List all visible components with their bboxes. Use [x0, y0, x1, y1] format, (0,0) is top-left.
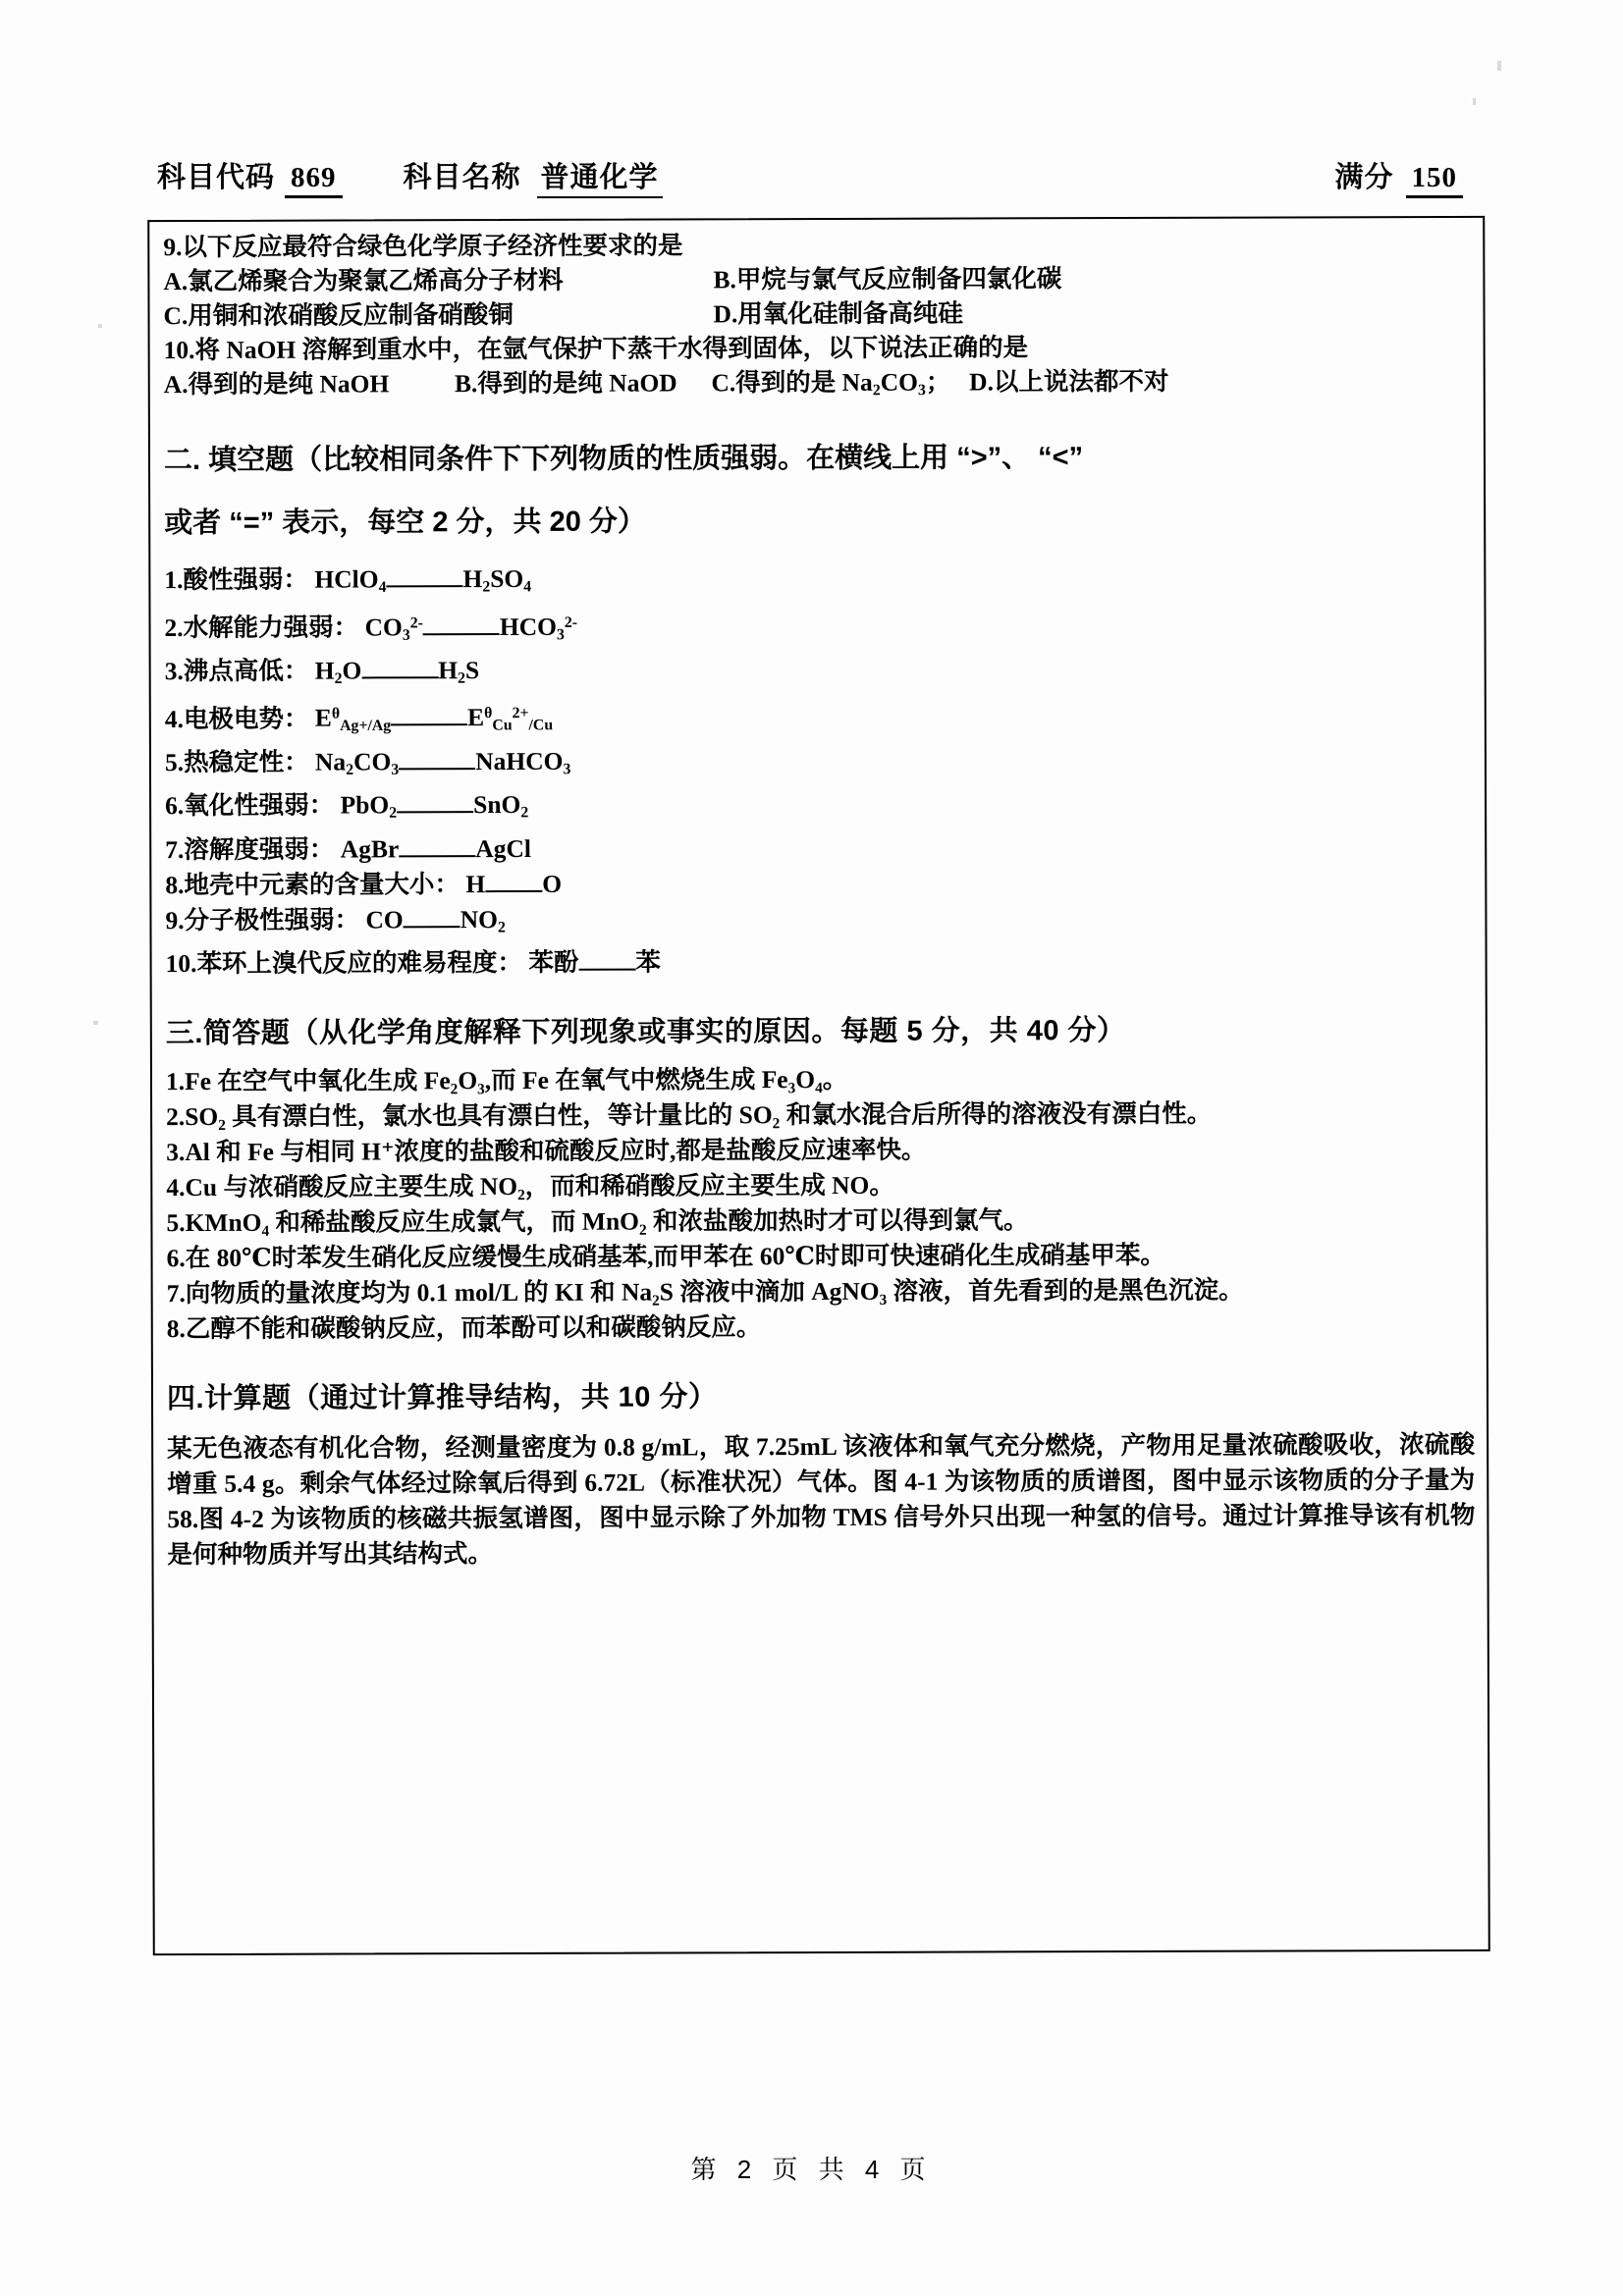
section-4-heading: 四.计算题（通过计算推导结构，共 10 分）: [166, 1381, 718, 1415]
section-3-question-3: 3.Al 和 Fe 与相同 H⁺浓度的盐酸和硫酸反应时,都是盐酸反应速率快。: [166, 1135, 927, 1167]
answer-blank-9[interactable]: [404, 926, 460, 928]
answer-blank-1[interactable]: [386, 586, 462, 588]
section-3-question-4: 4.Cu 与浓硝酸反应主要生成 NO₂，而和稀硝酸反应主要生成 NO。: [166, 1170, 894, 1202]
question-10-choice-c: C.得到的是 $Na_2CO_3$；: [711, 367, 951, 400]
answer-blank-6[interactable]: [397, 811, 473, 813]
answer-blank-10[interactable]: [578, 969, 635, 971]
subject-name-label: 科目名称: [403, 162, 521, 193]
question-9-choice-d: D.用氧化硅制备高纯硅: [713, 298, 963, 329]
answer-blank-8[interactable]: [485, 890, 542, 892]
fill-item-3: 3.沸点高低： $H_2O$ $H_2S$: [164, 656, 480, 688]
question-10-choice-b: B.得到的是纯 NaOD: [454, 368, 677, 399]
page-footer: 第 2 页 共 4 页: [690, 2155, 933, 2184]
fill-item-2: 2.水解能力强弱： $CO_3^{2-}$ $HCO_3^{2-}$: [164, 612, 578, 644]
fill-item-7: 7.溶解度强弱： AgBr AgCl: [165, 833, 531, 864]
fill-item-5: 5.热稳定性： $Na_2CO_3$ NaHCO$_3$: [164, 746, 571, 778]
fill-item-8: 8.地壳中元素的含量大小： H O: [165, 869, 563, 899]
question-10-choice-a: A.得到的是纯 NaOH: [163, 369, 390, 400]
section-3-question-6: 6.在 80℃时苯发生硝化反应缓慢生成硝基苯,而甲苯在 60℃时即可快速硝化生成硝基甲苯。: [166, 1241, 1165, 1273]
fill-item-4: 4.电极电势： $E^\theta_{Ag+/Ag}$ $E^\theta_{Cu}^{2+}_{/Cu}$: [164, 703, 554, 735]
answer-blank-2[interactable]: [423, 633, 500, 635]
question-content-box: [147, 216, 1490, 1955]
question-9-choices-row1: [163, 260, 1471, 298]
scan-speck: [1473, 98, 1476, 105]
fill-item-6: 6.氧化性强弱： PbO$_2$ SnO$_2$: [165, 790, 529, 823]
fill-item-1: 1.酸性强弱： HClO$_4$ $H_2SO_4$: [164, 564, 532, 597]
answer-blank-7[interactable]: [399, 855, 475, 857]
section-3-question-1: 1.Fe 在空气中氧化生成 Fe₂O₃,而 Fe 在氧气中燃烧生成 Fe₃O₄。: [165, 1065, 848, 1096]
full-score-label: 满分: [1334, 162, 1394, 193]
subject-code-value: 869: [285, 162, 343, 198]
fill-item-10: 10.苯环上溴代反应的难易程度： 苯酚 苯: [165, 948, 661, 979]
answer-blank-4[interactable]: [391, 724, 467, 726]
scan-speck: [1497, 61, 1501, 71]
subject-name-value: 普通化学: [537, 155, 663, 198]
section-2-item-list: [164, 559, 1473, 982]
section-3-heading: 三.简答题（从化学角度解释下列现象或事实的原因。每题 5 分，共 40 分）: [165, 1015, 1126, 1050]
question-10-choices: [164, 363, 1472, 410]
section-3-question-2: 2.SO₂ 具有漂白性，氯水也具有漂白性，等计量比的 SO₂ 和氯水混合后所得的溶液没有漂白性。: [166, 1098, 1213, 1132]
scan-speck: [98, 324, 102, 328]
section-3-question-5: 5.KMnO₄ 和稀盐酸反应生成氯气，而 MnO₂ 和浓盐酸加热时才可以得到氯气。: [166, 1205, 1029, 1238]
section-2-heading-line1: 二. 填空题（比较相同条件下下列物质的性质强弱。在横线上用 “>”、 “<”: [163, 442, 1084, 477]
answer-blank-5[interactable]: [399, 768, 475, 770]
question-9-choice-a: A.氯乙烯聚合为聚氯乙烯高分子材料: [163, 265, 564, 296]
answer-blank-3[interactable]: [361, 676, 438, 678]
question-10-choice-d: D.以上说法都不对: [969, 366, 1169, 397]
subject-code-label: 科目代码: [157, 162, 276, 193]
question-9-choice-c: C.用铜和浓硝酸反应制备硝酸铜: [163, 299, 514, 331]
exam-header: [157, 155, 1463, 200]
scan-speck: [93, 1021, 98, 1025]
full-score-value: 150: [1406, 162, 1464, 198]
question-9-choice-b: B.甲烷与氯气反应制备四氯化碳: [713, 264, 1062, 294]
question-9-stem: 9.以下反应最符合绿色化学原子经济性要求的是: [163, 231, 683, 262]
question-9-choices-row2: [163, 294, 1471, 333]
question-10-stem: 10.将 NaOH 溶解到重水中，在氩气保护下蒸干水得到固体，以下说法正确的是: [163, 333, 1029, 365]
section-3-question-7: 7.向物质的量浓度均为 0.1 mol/L 的 KI 和 Na₂S 溶液中滴加 AgNO₃ 溶液，首先看到的是黑色沉淀。: [166, 1275, 1244, 1308]
section-4-body: 某无色液态有机化合物，经测量密度为 0.8 g/mL，取 7.25mL 该液体和氧气充分燃烧，产物用足量浓硫酸吸收，浓硫酸增重 5.4 g。剩余气体经过除氧后得到 6.72L（标准状况）气体。图 4-1 为该物质的质谱图，图中显示该物质的分子量为 58.图 4-2 为该物质的核磁共振氢谱图，图中显示除了外加物 TMS 信号外只出现一种氢的信号。通过计算推导该有机物是何种物质并写出其结构式。: [167, 1430, 1476, 1570]
fill-item-9: 9.分子极性强弱： CO $NO_2$: [165, 904, 506, 936]
section-2-heading-line2: 或者 “=” 表示，每空 2 分，共 20 分）: [164, 506, 646, 540]
section-3-question-8: 8.乙醇不能和碳酸钠反应，而苯酚可以和碳酸钠反应。: [166, 1312, 762, 1344]
